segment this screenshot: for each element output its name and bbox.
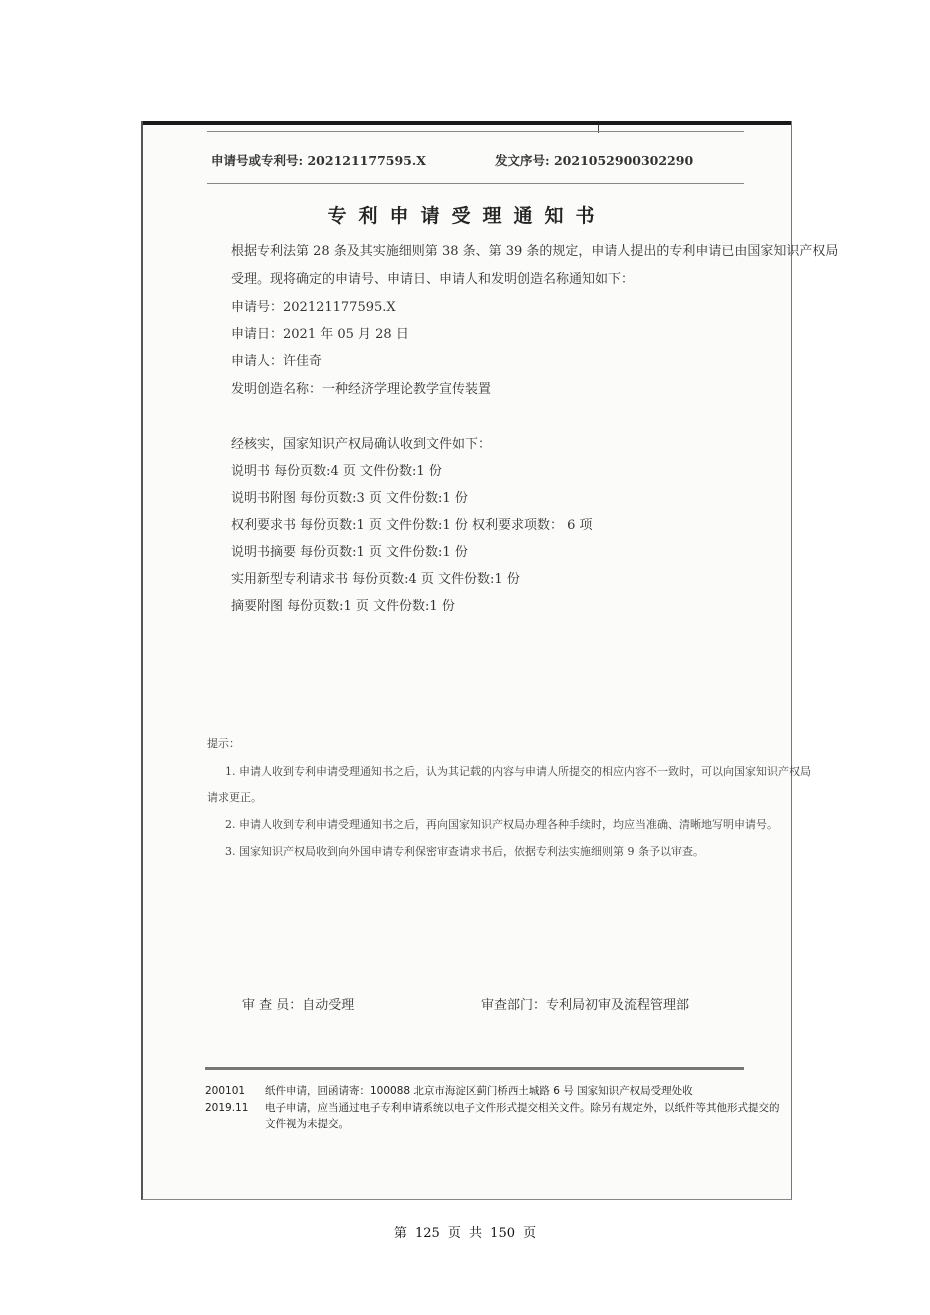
document-serial-label: 发文序号: <box>495 153 550 168</box>
field-filing-date: 申请日：2021 年 05 月 28 日 <box>231 327 409 342</box>
header-top-rule <box>207 131 744 132</box>
header-bottom-rule <box>207 183 744 184</box>
application-number-value: 202121177595.X <box>307 153 426 168</box>
note-1-line-2: 请求更正。 <box>207 791 262 804</box>
document-serial-header <box>495 151 693 169</box>
note-1-line-1: 1. 申请人收到专利申请受理通知书之后，认为其记载的内容与申请人所提交的相应内容不一致时，可以向国家知识产权局 <box>225 765 811 778</box>
footer-line-3: 文件视为未提交。 <box>265 1118 349 1130</box>
application-number-header <box>211 151 426 169</box>
file-item: 权利要求书 每份页数:1 页 文件份数:1 份 权利要求项数： 6 项 <box>231 518 593 533</box>
notes-label: 提示： <box>207 737 240 750</box>
note-2: 2. 申请人收到专利申请受理通知书之后，再向国家知识产权局办理各种手续时，均应当准确、清晰地写明申请号。 <box>225 818 778 831</box>
department-signature: 审查部门：专利局初审及流程管理部 <box>481 998 690 1013</box>
file-item: 说明书 每份页数:4 页 文件份数:1 份 <box>231 464 442 479</box>
footer-code-1: 200101 <box>205 1085 246 1097</box>
file-item: 实用新型专利请求书 每份页数:4 页 文件份数:1 份 <box>231 572 520 587</box>
footer-line-2: 电子申请，应当通过电子专利申请系统以电子文件形式提交相关文件。除另有规定外，以纸件等其他形式提交的 <box>265 1102 780 1114</box>
examiner-signature: 审 查 员：自动受理 <box>242 998 355 1013</box>
file-item: 说明书摘要 每份页数:1 页 文件份数:1 份 <box>231 545 468 560</box>
footer-rule <box>205 1067 744 1070</box>
field-application-number: 申请号：202121177595.X <box>231 300 396 315</box>
intro-line-1: 根据专利法第 28 条及其实施细则第 38 条、第 39 条的规定，申请人提出的专利申请已由国家知识产权局 <box>231 244 839 259</box>
note-3: 3. 国家知识产权局收到向外国申请专利保密审查请求书后，依据专利法实施细则第 9 条予以审查。 <box>225 845 704 858</box>
file-item: 说明书附图 每份页数:3 页 文件份数:1 份 <box>231 491 468 506</box>
files-intro: 经核实，国家知识产权局确认收到文件如下： <box>231 437 492 452</box>
page-number: 第 125 页 共 150 页 <box>393 1226 537 1241</box>
file-item: 摘要附图 每份页数:1 页 文件份数:1 份 <box>231 599 455 614</box>
scanned-notice-image <box>141 121 839 1200</box>
scan-top-edge <box>143 121 791 125</box>
notice-title: 专利申请受理通知书 <box>327 205 607 227</box>
intro-line-2: 受理。现将确定的申请号、申请日、申请人和发明创造名称通知如下： <box>231 272 635 287</box>
field-applicant: 申请人：许佳奇 <box>231 354 323 369</box>
field-invention-title: 发明创造名称：一种经济学理论教学宣传装置 <box>231 382 492 397</box>
footer-line-1: 纸件申请，回函请寄：100088 北京市海淀区蓟门桥西土城路 6 号 国家知识产权局受理处收 <box>265 1085 693 1097</box>
document-serial-value: 2021052900302290 <box>553 153 694 168</box>
footer-code-2: 2019.11 <box>205 1102 249 1114</box>
application-number-label: 申请号或专利号: <box>211 153 304 168</box>
